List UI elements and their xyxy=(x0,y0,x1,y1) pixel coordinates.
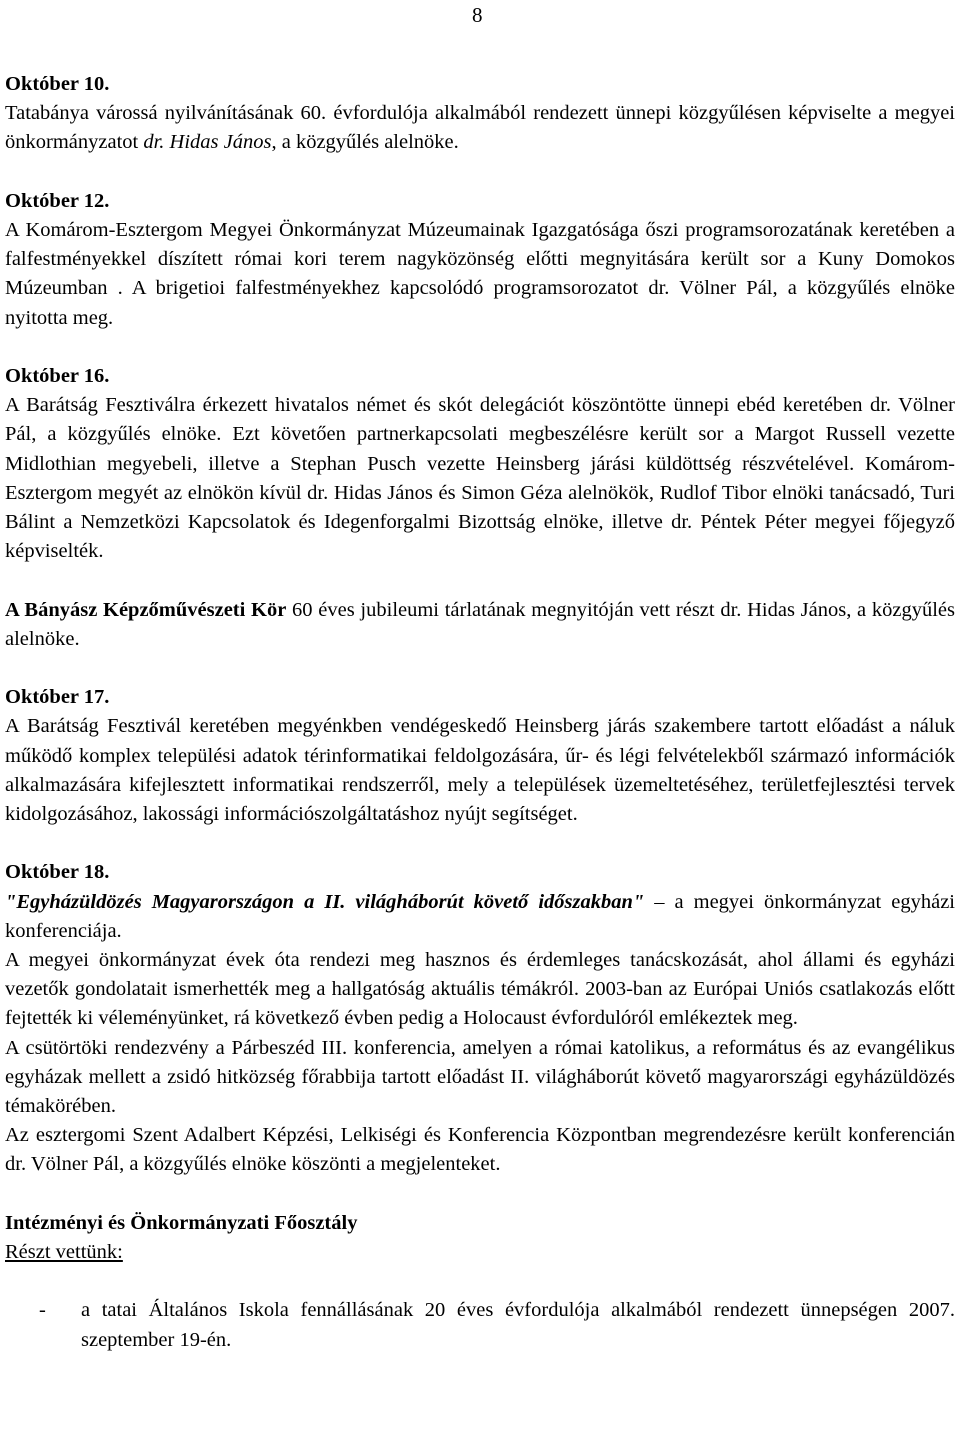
section-heading: Október 18. xyxy=(5,861,110,884)
list-item-text: a tatai Általános Iskola fennállásának 20 éves évfordulója alkalmából rendezett ünnepségen 2007. szeptember 19-én. xyxy=(81,1299,955,1351)
paragraph-text: 60 éves jubileumi tárlatának megnyitóján vett részt dr. Hidas János, a közgyűlés alelnöke. xyxy=(5,598,955,650)
conference-title: "Egyházüldözés Magyarországon a II. világháborút követő időszakban" xyxy=(5,890,645,913)
person-name: dr. Hidas János xyxy=(143,131,272,154)
document-body xyxy=(5,70,955,1384)
organization-name: A Bányász Képzőművészeti Kör xyxy=(5,598,287,621)
paragraph xyxy=(5,596,955,654)
paragraph-text: – a megyei önkormányzat egyházi konferenciája. xyxy=(5,890,955,942)
section-october-10 xyxy=(5,70,955,158)
paragraph-text: , a közgyűlés alelnöke. xyxy=(271,131,459,154)
section-heading: Október 12. xyxy=(5,189,110,212)
paragraph-text: Tatabánya várossá nyilvánításának 60. évfordulója alkalmából rendezett ünnepi közgyűlésen képviselte a megyei önkormányzatot xyxy=(5,102,955,154)
paragraph: Az esztergomi Szent Adalbert Képzési, Lelkiségi és Konferencia Központban megrendezésre került konferencián dr. Völner Pál, a közgyűlés elnöke köszönti a megjelenteket. xyxy=(5,1124,955,1176)
paragraph: A Barátság Fesztiválra érkezett hivatalos német és skót delegációt köszöntötte ünnepi ebéd keretében dr. Völner Pál, a közgyűlés elnöke. Ezt követően partnerkapcsolati megbeszélésre került sor a Margot Russell vezette Midlothian megyebeli, illetve a Stephan Pusch vezette Heinsberg járási küldöttség részvételével. Komárom-Esztergom megyét az elnökön kívül dr. Hidas János és Simon Géza alelnökök, Rudlof Tibor elnöki tanácsadó, Turi Bálint a Nemzetközi Kapcsolatok és Idegenforgalmi Bizottság elnöke, illetve dr. Péntek Péter megyei főjegyző képviselték. xyxy=(5,394,955,563)
department-heading: Intézményi és Önkormányzati Főosztály xyxy=(5,1211,358,1234)
paragraph: A Barátság Fesztivál keretében megyénkben vendégeskedő Heinsberg járás szakembere tartott előadást a náluk működő komplex települési adatok térinformatikai feldolgozására, űr- és légi felvételekből származó információk alkalmazására kifejlesztett informatikai rendszerről, mely a települések üzemeltetéséhez, területfejlesztési tervek kidolgozásához, lakossági információszolgáltatáshoz nyújt segítséget. xyxy=(5,715,955,826)
section-october-12 xyxy=(5,187,955,333)
section-october-17 xyxy=(5,683,955,829)
page-number: 8 xyxy=(472,3,483,27)
paragraph: A megyei önkormányzat évek óta rendezi meg hasznos és érdemleges tanácskozását, ahol állami és egyházi vezetők gondolatait ismerhették meg a hallgatóság aktuális témákról. 2003-ban az Európai Uniós csatlakozás előtt fejtették ki véleményünket, rá következő évben pedig a Holocaust évfordulóról emlékeztek meg. xyxy=(5,949,955,1030)
subheading-attended: Részt vettünk: xyxy=(5,1241,123,1264)
section-heading: Október 17. xyxy=(5,686,110,709)
paragraph: A Komárom-Esztergom Megyei Önkormányzat Múzeumainak Igazgatósága őszi programsorozatának keretében a falfestményekkel díszített római kori terem nagyközönség előtti megnyitására került sor a Kuny Domokos Múzeumban . A brigetioi falfestményekhez kapcsolódó programsorozatot dr. Völner Pál, a közgyűlés elnöke nyitotta meg. xyxy=(5,219,955,329)
paragraph xyxy=(5,99,955,157)
section-october-18 xyxy=(5,858,955,1179)
paragraph xyxy=(5,888,955,946)
list-marker: - xyxy=(39,1299,46,1322)
section-heading: Október 10. xyxy=(5,73,110,95)
paragraph: A csütörtöki rendezvény a Párbeszéd III. konferencia, amelyen a római katolikus, a református és az evangélikus egyházak mellett a zsidó hitközség főrabbija tartott előadást II. világháborút követő magyarországi egyházüldözés témakörében. xyxy=(5,1036,955,1118)
section-department xyxy=(5,1209,955,1355)
section-october-16 xyxy=(5,362,955,654)
list-item xyxy=(5,1296,955,1354)
section-heading: Október 16. xyxy=(5,365,110,387)
